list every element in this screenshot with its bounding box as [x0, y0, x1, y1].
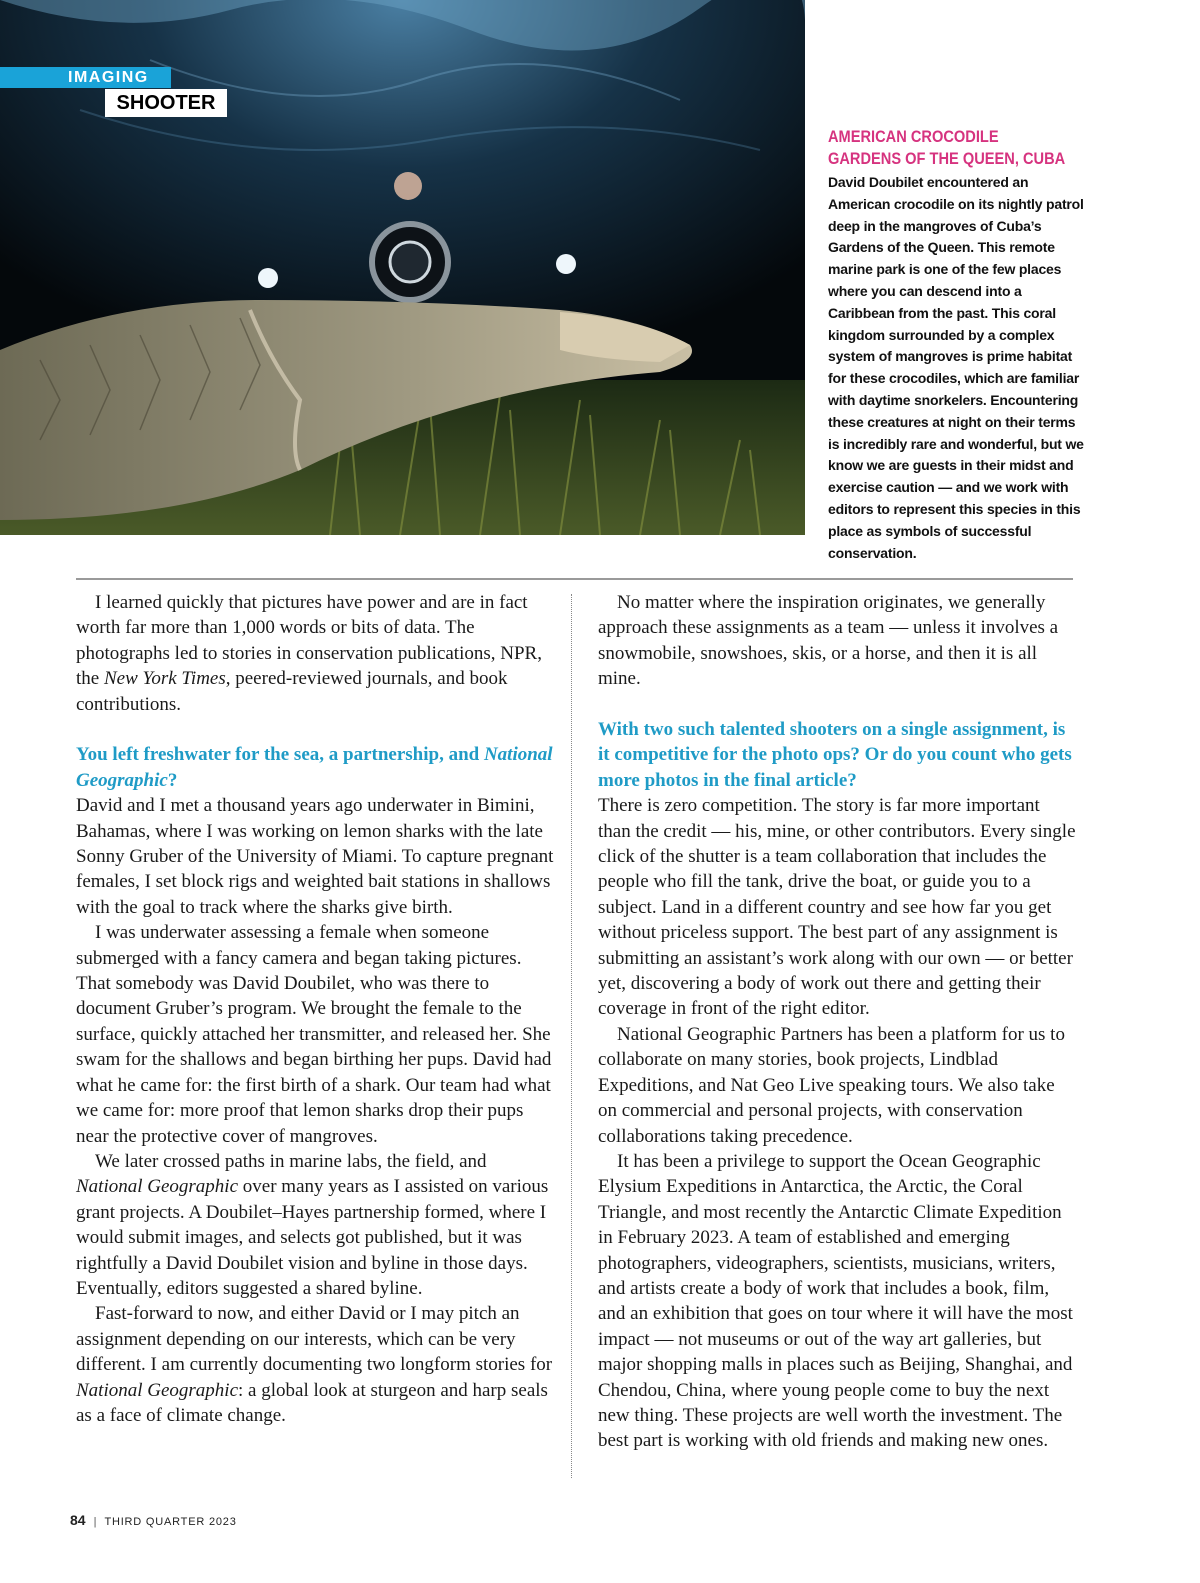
paragraph: No matter where the inspiration originates, we generally approach these assignments as a team — unless it involves a snowmobile, snowshoes, skis, or a horse, and then it is all mine. [598, 592, 1059, 690]
footer-separator: | [93, 1516, 97, 1528]
caption-body: David Doubilet encountered an American crocodile on its nightly patrol deep in the mangroves of Cuba’s Gardens of the Queen. This remote marine park is one of the few places where you can descend into a Caribbean from the past. This coral kingdom surrounded by a complex system of mangroves is prime habitat for these crocodiles, which are familiar with daytime snorkelers. Encountering these creatures at night on their terms is incredibly rare and wonderful, but we know we are guests in their midst and exercise caution — and we work with editors to represent this species in this place as symbols of successful conservation. [828, 174, 1084, 561]
paragraph: I learned quickly that pictures have power and are in fact worth far more than 1,000 words or bits of data. The photographs led to stories in conservation publications, NPR, the New York Times, peered-reviewed journals, and book contributions. [76, 592, 542, 715]
horizontal-divider [76, 578, 1073, 580]
page-footer [70, 1512, 237, 1528]
paragraph: There is zero competition. The story is far more important than the credit — his, mine, or other contributors. Every single click of the shutter is a team collaboration that includes the people who fill the tank, drive the boat, or guide you to a subject. Land in a different country and see how far you get without priceless support. The best part of any assignment is submitting an assistant’s work along with our own — or better yet, discovering a body of work out there and getting their coverage in front of the right editor. [598, 795, 1076, 1020]
paragraph: We later crossed paths in marine labs, the field, and National Geographic over many years as I assisted on various grant projects. A Doubilet–Hayes partnership formed, where I would submit images, and selects got published, but it was rightfully a David Doubilet vision and byline in those days. Eventually, editors suggested a shared byline. [76, 1150, 549, 1299]
photo-caption [828, 126, 1090, 564]
issue-label: THIRD QUARTER 2023 [104, 1516, 237, 1528]
caption-title-line2: GARDENS OF THE QUEEN, CUBA [828, 149, 1066, 168]
interview-question: You left freshwater for the sea, a partnership, and National Geographic? [76, 744, 553, 791]
page-number: 84 [70, 1512, 86, 1528]
caption-title-line1: AMERICAN CROCODILE [828, 127, 999, 146]
paragraph: It has been a privilege to support the Ocean Geographic Elysium Expeditions in Antarctica, the Arctic, the Coral Triangle, and most recently the Antarctic Climate Expedition in February 2023. A team of established and emerging photographers, videographers, scientists, musicians, writers, and artists create a body of work that includes a book, film, and an exhibition that goes on tour where it will have the most impact — not museums or out of the way art galleries, but major shopping malls in places such as Beijing, Shanghai, and Chendou, China, where young people come to buy the next new thing. These projects are well worth the investment. The best part is working with old friends and making new ones. [598, 1150, 1073, 1452]
subsection-tag: SHOOTER [105, 89, 227, 117]
section-tag: IMAGING [0, 67, 171, 88]
paragraph: David and I met a thousand years ago underwater in Bimini, Bahamas, where I was working on lemon sharks with the late Sonny Gruber of the University of Miami. To capture pregnant females, I set block rigs and weighted bait stations in shallows with the goal to track where the sharks give birth. [76, 795, 554, 918]
paragraph: Fast-forward to now, and either David or I may pitch an assignment depending on our interests, which can be very different. I am currently documenting two longform stories for National Geographic: a global look at sturgeon and harp seals as a face of climate change. [76, 1303, 553, 1426]
paragraph: National Geographic Partners has been a platform for us to collaborate on many stories, book projects, Lindblad Expeditions, and Nat Geo Live speaking tours. We also take on commercial and personal projects, with conservation collaborations taking precedence. [598, 1023, 1065, 1147]
interview-question: With two such talented shooters on a single assignment, is it competitive for the photo ops? Or do you count who gets more photos in the final article? [598, 719, 1072, 791]
paragraph: I was underwater assessing a female when someone submerged with a fancy camera and began taking pictures. That somebody was David Doubilet, who was there to document Gruber’s program. We brought the female to the surface, quickly attached her transmitter, and released her. She swam for the shallows and began birthing her pups. David had what he came for: the first birth of a shark. Our team had what we came for: more proof that lemon sharks drop their pups near the protective cover of mangroves. [76, 922, 552, 1147]
column-divider [571, 594, 572, 1478]
right-column [598, 590, 1076, 1454]
left-column [76, 590, 556, 1428]
